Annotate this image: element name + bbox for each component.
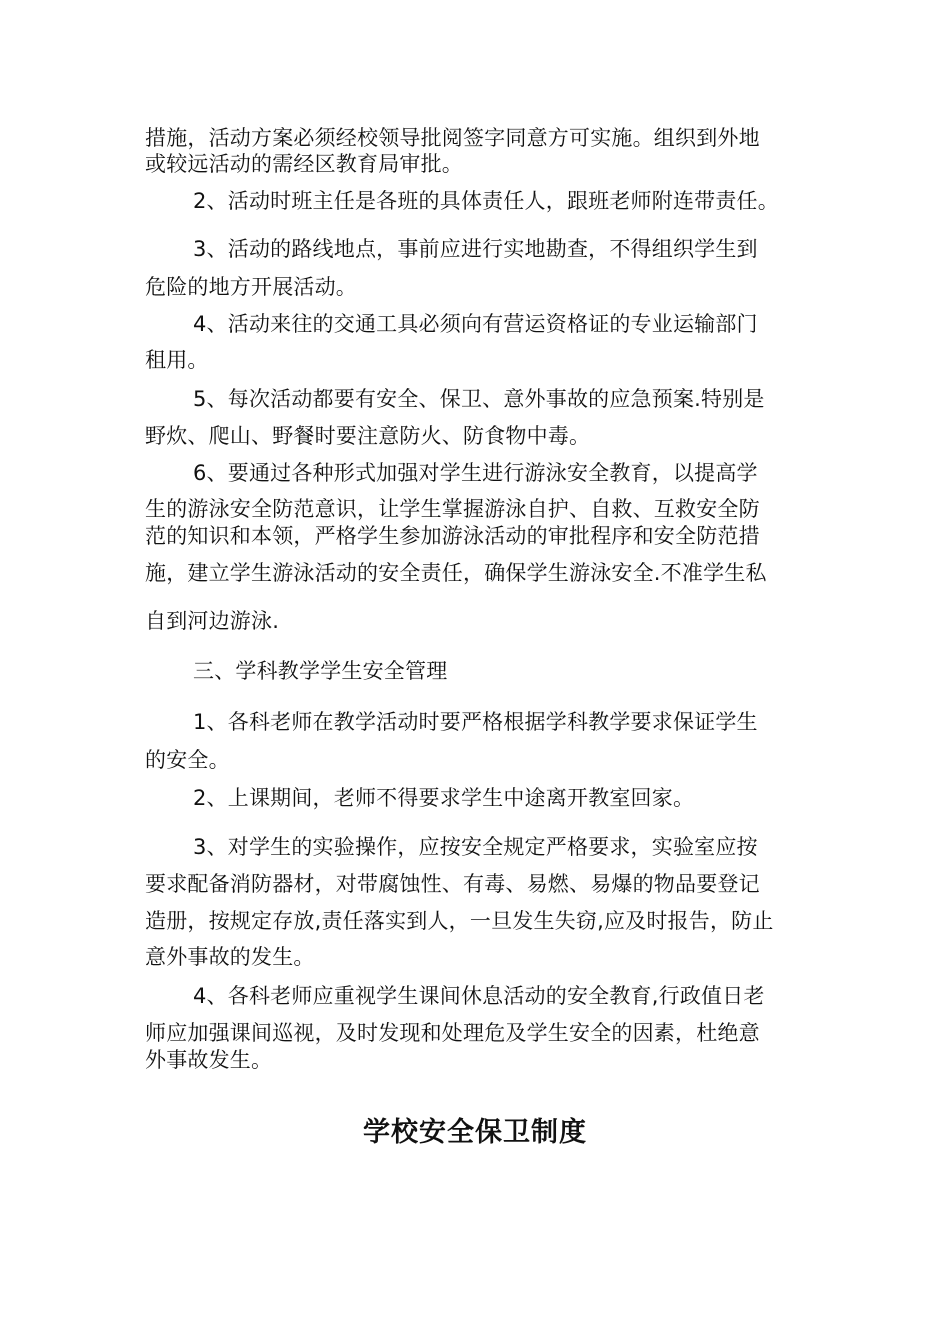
text-line: 要求配备消防器材，对带腐蚀性、有毒、易燃、易爆的物品要登记 (145, 872, 760, 896)
text-line: 3、对学生的实验操作，应按安全规定严格要求，实验室应按 (193, 835, 758, 859)
text-line: 3、活动的路线地点，事前应进行实地勘查，不得组织学生到 (193, 237, 758, 261)
text-line: 危险的地方开展活动。 (145, 275, 357, 299)
text-line: 造册，按规定存放,责任落实到人，一旦发生失窃,应及时报告，防止 (145, 909, 774, 933)
text-line: 野炊、爬山、野餐时要注意防火、防食物中毒。 (145, 424, 591, 448)
text-line: 或较远活动的需经区教育局审批。 (145, 152, 463, 176)
document-title: 学校安全保卫制度 (363, 1117, 587, 1148)
section-heading: 三、学科教学学生安全管理 (193, 659, 448, 683)
text-line: 施，建立学生游泳活动的安全责任，确保学生游泳安全.不准学生私 (145, 561, 767, 585)
text-line: 1、各科老师在教学活动时要严格根据学科教学要求保证学生 (193, 710, 758, 734)
text-line: 自到河边游泳. (145, 609, 280, 633)
text-line: 外事故发生。 (145, 1048, 273, 1072)
text-line: 4、各科老师应重视学生课间休息活动的安全教育,行政值日老 (193, 984, 765, 1008)
text-line: 2、上课期间，老师不得要求学生中途离开教室回家。 (193, 786, 695, 810)
text-line: 意外事故的发生。 (145, 945, 315, 969)
text-line: 的安全。 (145, 748, 230, 772)
text-line: 师应加强课间巡视，及时发现和处理危及学生安全的因素，杜绝意 (145, 1021, 760, 1045)
text-line: 租用。 (145, 348, 209, 372)
text-line: 2、活动时班主任是各班的具体责任人，跟班老师附连带责任。 (193, 189, 779, 213)
text-line: 措施，活动方案必须经校领导批阅签字同意方可实施。组织到外地 (145, 126, 760, 150)
text-line: 4、活动来往的交通工具必须向有营运资格证的专业运输部门 (193, 312, 758, 336)
text-line: 6、要通过各种形式加强对学生进行游泳安全教育，以提高学 (193, 461, 758, 485)
text-line: 生的游泳安全防范意识，让学生掌握游泳自护、自救、互救安全防 (145, 497, 760, 521)
text-line: 范的知识和本领，严格学生参加游泳活动的审批程序和安全防范措 (145, 524, 760, 548)
text-line: 5、每次活动都要有安全、保卫、意外事故的应急预案.特别是 (193, 387, 765, 411)
